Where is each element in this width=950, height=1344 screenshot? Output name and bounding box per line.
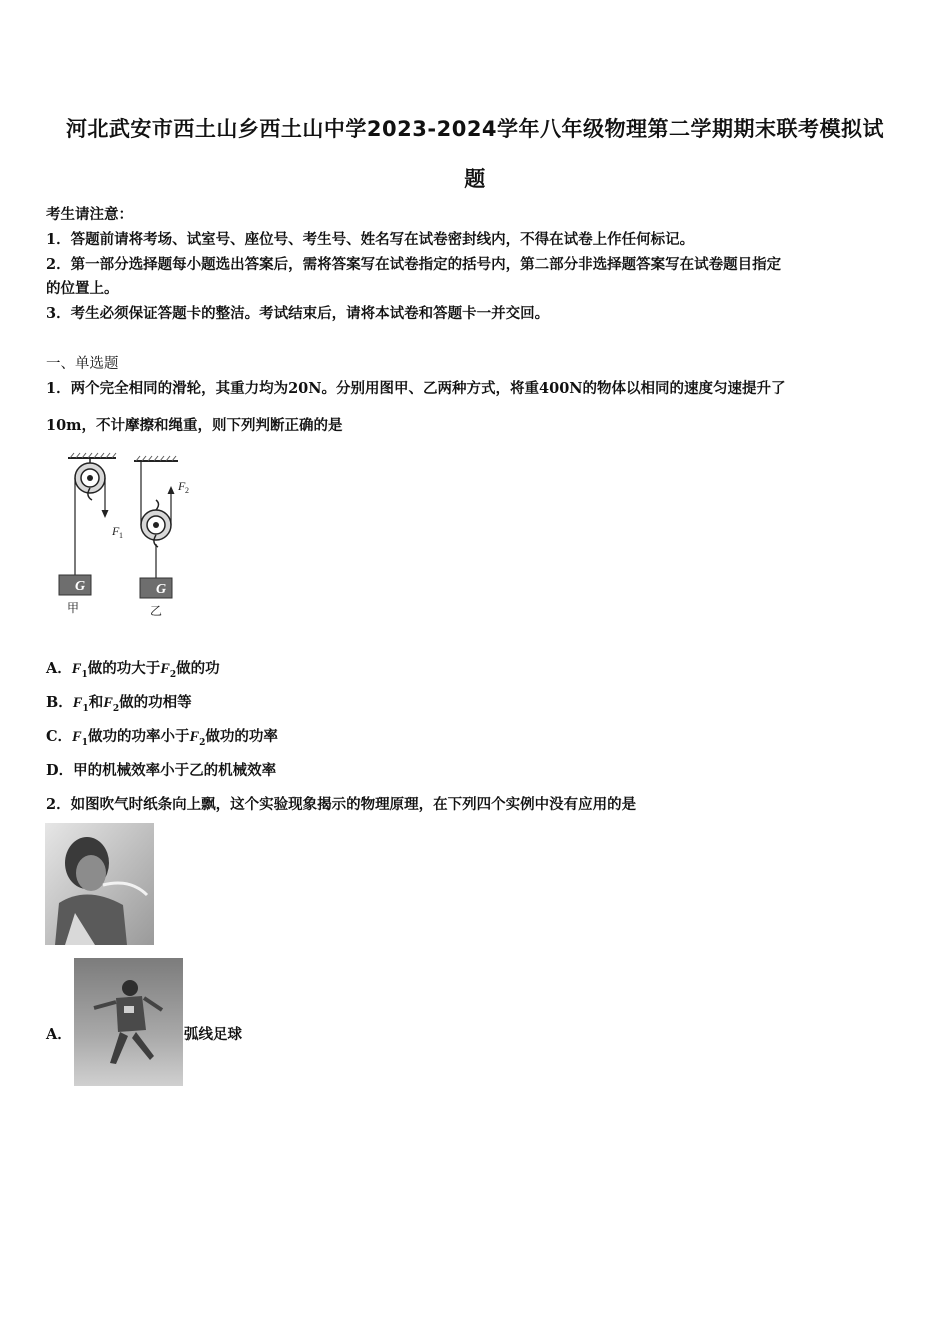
force-f2-subscript: 2 [185, 486, 189, 495]
q1-stem: 1．两个完全相同的滑轮，其重力均为20N。分别用图甲、乙两种方式，将重400N的物体以相同的速度匀速提升了 [46, 380, 786, 397]
curve-football-photo [74, 958, 183, 1086]
notice-heading: 考生请注意： [46, 206, 133, 223]
figure-label-yi: 乙 [150, 604, 163, 618]
notice-item-2: 2．第一部分选择题每小题选出答案后，需将答案写在试卷指定的括号内，第二部分非选择题答案写在试卷题目指定 [46, 256, 782, 273]
blowing-paper-photo [45, 823, 154, 945]
figure-label-jia: 甲 [67, 601, 80, 615]
q2-option-a-letter[interactable]: A． [46, 1026, 72, 1043]
q1-option-d[interactable]: D．甲的机械效率小于乙的机械效率 [46, 762, 277, 779]
weight-label-yi: G [156, 582, 167, 597]
movable-pulley-diagram [134, 456, 178, 598]
force-f2-label: F [178, 479, 186, 493]
notice-item-3: 3．考生必须保证答题卡的整洁。考试结束后，请将本试卷和答题卡一并交回。 [46, 305, 550, 322]
weight-label-jia: G [75, 579, 86, 594]
notice-item-2-cont: 的位置上。 [46, 280, 119, 297]
q2-option-a-text: 弧线足球 [184, 1026, 242, 1043]
notice-item-1: 1．答题前请将考场、试室号、座位号、考生号、姓名写在试卷密封线内，不得在试卷上作任何标记。 [46, 231, 695, 248]
page-title: 河北武安市西土山乡西土山中学2023-2024学年八年级物理第二学期期末联考模拟试 [65, 117, 885, 141]
force-f1-label: F [112, 524, 120, 538]
section-heading: 一、单选题 [46, 356, 119, 372]
q1-stem-cont: 10m，不计摩擦和绳重，则下列判断正确的是 [46, 417, 343, 434]
q1-option-a[interactable]: A．$F_1$做的功大于$F_2$做的功 [46, 660, 220, 680]
q1-option-b[interactable]: B．$F_1$和$F_2$做的功相等 [46, 694, 192, 714]
fixed-pulley-diagram [59, 453, 116, 595]
page-title-continued: 题 [464, 167, 486, 191]
force-f1-subscript: 1 [119, 531, 123, 540]
q1-option-c[interactable]: C．$F_1$做功的功率小于$F_2$做功的功率 [46, 728, 278, 748]
q2-stem: 2．如图吹气时纸条向上飘，这个实验现象揭示的物理原理，在下列四个实例中没有应用的是 [46, 796, 637, 813]
pulley-figure [50, 448, 220, 623]
